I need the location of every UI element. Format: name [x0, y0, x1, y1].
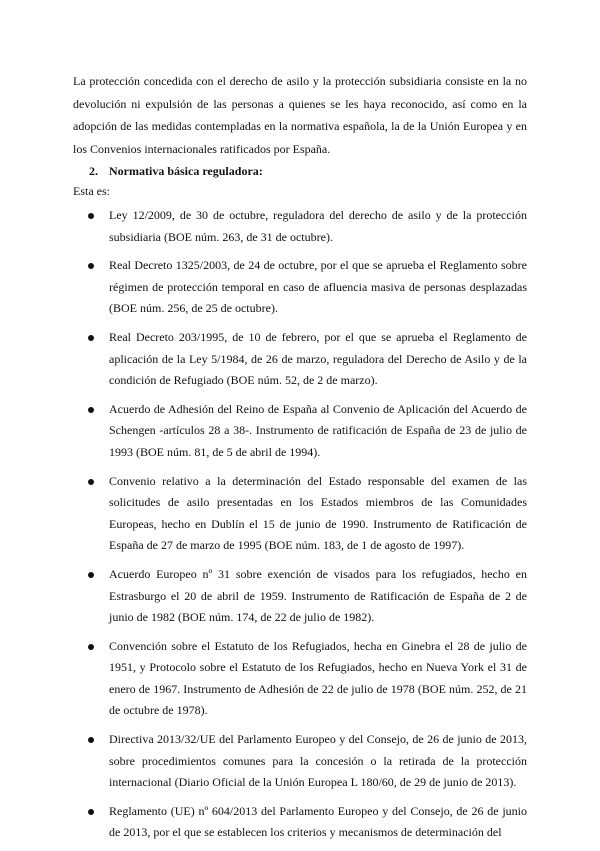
list-item	[0, 801, 600, 844]
list-item-text: Convención sobre el Estatuto de los Refugiados, hecha en Ginebra el 28 de julio de 1951, y Protocolo sobre el Estatuto de los Refugiados, hecho en Nueva York el 31 de enero de 1967. Instrumento de Adhesión de 22 de julio de 1978 (BOE núm. 252, de 21 de octubre de 1978).	[109, 638, 527, 718]
list-item	[0, 327, 600, 392]
bullet-icon	[88, 335, 94, 341]
list-item-text: Directiva 2013/32/UE del Parlamento Europeo y del Consejo, de 26 de junio de 2013, sobre procedimientos comunes para la concesión o la retirada de la protección internacional (Diario Oficial de la Unión Europea L 180/60, de 29 de junio de 2013).	[109, 732, 527, 790]
list-item	[0, 205, 600, 248]
list-item	[0, 399, 600, 464]
bullet-icon	[88, 644, 94, 650]
section-title: Normativa básica reguladora:	[109, 164, 263, 178]
list-item	[0, 471, 600, 557]
list-lead-text: Esta es:	[73, 184, 110, 198]
bullet-icon	[88, 572, 94, 578]
list-item-text: Real Decreto 1325/2003, de 24 de octubre, por el que se aprueba el Reglamento sobre régimen de protección temporal en caso de afluencia masiva de personas desplazadas (BOE núm. 256, de 25 de octubre).	[109, 258, 527, 316]
section-number: 2.	[89, 164, 98, 178]
list-item-text: Real Decreto 203/1995, de 10 de febrero, por el que se aprueba el Reglamento de aplicación de la Ley 5/1984, de 26 de marzo, reguladora del Derecho de Asilo y de la condición de Refugiado (BOE núm. 52, de 2 de marzo).	[109, 329, 527, 388]
list-item-text: Ley 12/2009, de 30 de octubre, reguladora del derecho de asilo y de la protección subsidiaria (BOE núm. 263, de 31 de octubre).	[109, 208, 527, 244]
list-item-text: Acuerdo Europeo nº 31 sobre exención de visados para los refugiados, hecho en Estrasburgo el 20 de abril de 1959. Instrumento de Ratificación de España de 2 de junio de 1982 (BOE núm. 174, de 22 de julio de 1982).	[109, 566, 527, 625]
bullet-icon	[88, 213, 94, 219]
bullet-icon	[88, 737, 94, 743]
list-item-text: Acuerdo de Adhesión del Reino de España al Convenio de Aplicación del Acuerdo de Schengen -artículos 28 a 38-. Instrumento de ratificación de España de 23 de julio de 1993 (BOE núm. 81, de 5 de abril de 1994).	[109, 401, 527, 459]
list-item	[0, 636, 600, 722]
list-item	[0, 564, 600, 629]
bullet-icon	[88, 407, 94, 413]
bullet-icon	[88, 479, 94, 485]
bullet-icon	[88, 263, 94, 269]
list-item	[0, 729, 600, 794]
section-heading	[89, 164, 263, 179]
list-item-text: Convenio relativo a la determinación del Estado responsable del examen de las solicitudes de asilo presentadas en los Estados miembros de las Comunidades Europeas, hecho en Dublín el 15 de junio de 1990. Instrumento de Ratificación de España de 27 de marzo de 1995 (BOE núm. 183, de 1 de agosto de 1997).	[109, 473, 527, 553]
list-item-text: Reglamento (UE) nº 604/2013 del Parlamento Europeo y del Consejo, de 26 de junio de 2013, por el que se establecen los criterios y mecanismos de determinación del	[109, 803, 527, 840]
list-item	[0, 255, 600, 320]
bullet-icon	[88, 809, 94, 815]
intro-paragraph: La protección concedida con el derecho de asilo y la protección subsidiaria consiste en la no devolución ni expulsión de las personas a quienes se les haya reconocido, así como en la adopción de las medidas contempladas en la normativa española, la de la Unión Europea y en los Convenios internacionales ratificados por España.	[73, 74, 527, 156]
regulation-list	[0, 205, 600, 851]
